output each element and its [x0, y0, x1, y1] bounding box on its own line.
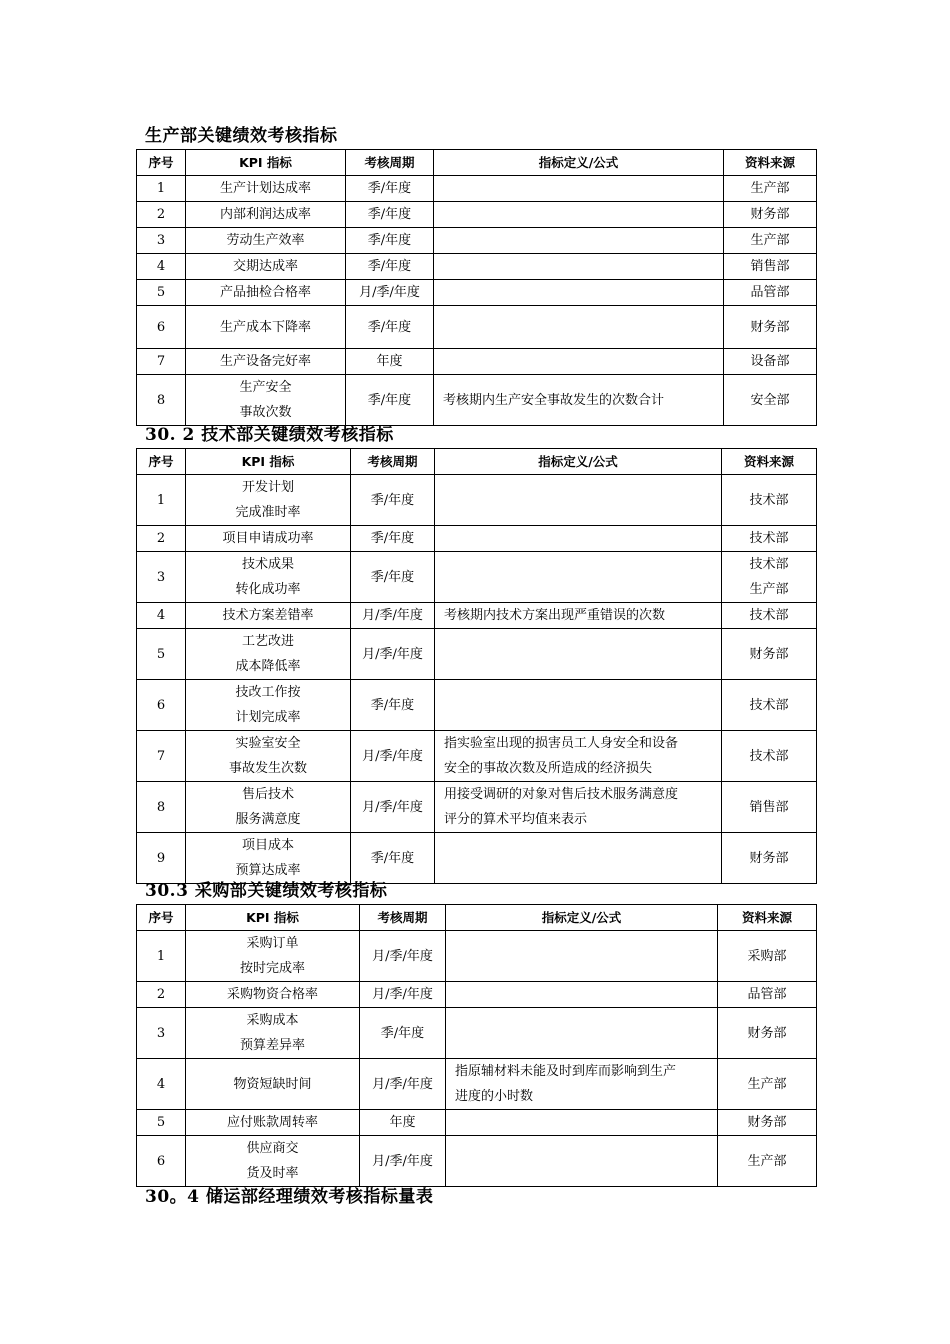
cell-source-line: 生产部 [750, 181, 790, 196]
cell-kpi-line: 生产设备完好率 [219, 354, 311, 369]
cell-seq: 3 [137, 552, 186, 603]
cell-source [718, 931, 817, 982]
table-row [137, 552, 817, 603]
cell-seq: 2 [137, 202, 186, 228]
cell-definition [435, 475, 722, 526]
cell-kpi-line: 应付账款周转率 [226, 1115, 318, 1130]
cell-definition [435, 833, 722, 884]
cell-kpi [186, 731, 351, 782]
cell-kpi-line: 按时完成率 [239, 961, 305, 976]
cell-period: 月/季/年度 [360, 1136, 446, 1187]
cell-kpi-line: 实验室安全 [235, 736, 301, 751]
cell-source-line: 财务部 [749, 646, 789, 662]
cell-kpi-line: 生产成本下降率 [219, 319, 311, 335]
cell-source-line: 财务部 [747, 1025, 787, 1041]
cell-seq: 8 [137, 375, 186, 426]
header-definition: 指标定义/公式 [435, 449, 722, 475]
cell-definition [434, 176, 724, 202]
cell-definition [434, 254, 724, 280]
cell-period: 季/年度 [360, 1008, 446, 1059]
cell-definition-line: 考核期内生产安全事故发生的次数合计 [443, 392, 665, 408]
table-row [137, 202, 817, 228]
cell-seq: 1 [137, 931, 186, 982]
cell-kpi-line: 内部利润达成率 [219, 207, 311, 222]
cell-source-line: 安全部 [750, 392, 790, 408]
cell-seq: 7 [137, 731, 186, 782]
cell-kpi [186, 603, 351, 629]
header-seq: 序号 [137, 449, 186, 475]
cell-kpi-line: 完成准时率 [235, 505, 301, 520]
cell-definition [434, 202, 724, 228]
cell-kpi [186, 1008, 360, 1059]
cell-period: 年度 [360, 1110, 446, 1136]
cell-definition [446, 982, 718, 1008]
table-row [137, 526, 817, 552]
cell-definition [434, 349, 724, 375]
cell-source-line: 品管部 [747, 987, 787, 1002]
cell-definition [434, 228, 724, 254]
cell-source-line: 财务部 [750, 319, 790, 335]
cell-period: 季/年度 [346, 254, 434, 280]
cell-period: 季/年度 [351, 475, 435, 526]
cell-definition [435, 603, 722, 629]
cell-source-line: 销售部 [750, 259, 790, 274]
cell-kpi [186, 526, 351, 552]
cell-kpi [186, 306, 346, 349]
cell-kpi-line: 交期达成率 [232, 259, 298, 274]
cell-source [724, 202, 817, 228]
cell-period: 月/季/年度 [346, 280, 434, 306]
cell-source-line: 财务部 [749, 850, 789, 866]
cell-seq: 5 [137, 1110, 186, 1136]
cell-kpi [186, 931, 360, 982]
cell-kpi-line: 技术方案差错率 [222, 608, 314, 623]
cell-definition-line: 安全的事故次数及所造成的经济损失 [444, 761, 653, 776]
cell-source [724, 280, 817, 306]
cell-seq: 2 [137, 526, 186, 552]
cell-seq: 2 [137, 982, 186, 1008]
cell-kpi-line: 预算达成率 [235, 863, 301, 878]
cell-definition [434, 280, 724, 306]
cell-seq: 6 [137, 1136, 186, 1187]
header-definition: 指标定义/公式 [434, 150, 724, 176]
cell-source-line: 采购部 [747, 948, 787, 964]
cell-kpi-line: 计划完成率 [235, 710, 301, 725]
cell-period: 年度 [346, 349, 434, 375]
cell-period: 季/年度 [351, 526, 435, 552]
cell-kpi [186, 552, 351, 603]
cell-source-line: 财务部 [750, 207, 790, 222]
table-row [137, 629, 817, 680]
cell-kpi-line: 预算差异率 [239, 1038, 305, 1053]
cell-kpi-line: 采购订单 [246, 936, 299, 951]
table-header-row [137, 150, 817, 176]
cell-source-line: 生产部 [747, 1153, 787, 1169]
cell-source [724, 306, 817, 349]
cell-source [724, 176, 817, 202]
cell-period: 月/季/年度 [351, 782, 435, 833]
cell-kpi-line: 产品抽检合格率 [219, 285, 311, 300]
table-row [137, 1136, 817, 1187]
cell-definition [446, 1136, 718, 1187]
cell-seq: 1 [137, 176, 186, 202]
cell-source [724, 375, 817, 426]
header-source: 资料来源 [718, 905, 817, 931]
table-row [137, 375, 817, 426]
cell-source [722, 782, 817, 833]
table-row [137, 176, 817, 202]
cell-kpi [186, 254, 346, 280]
cell-kpi [186, 202, 346, 228]
table-row [137, 280, 817, 306]
cell-source-line: 技术部 [749, 492, 789, 508]
header-source: 资料来源 [722, 449, 817, 475]
cell-source [718, 1008, 817, 1059]
cell-period: 季/年度 [351, 833, 435, 884]
cell-source-line: 技术部 [749, 557, 789, 572]
cell-seq: 6 [137, 680, 186, 731]
cell-definition [435, 552, 722, 603]
header-definition: 指标定义/公式 [446, 905, 718, 931]
table-row [137, 306, 817, 349]
cell-period: 季/年度 [346, 228, 434, 254]
cell-kpi [186, 1059, 360, 1110]
cell-period: 季/年度 [346, 306, 434, 349]
cell-seq: 4 [137, 254, 186, 280]
kpi-table [136, 904, 817, 1187]
cell-kpi [186, 176, 346, 202]
cell-source [722, 680, 817, 731]
cell-definition-line: 指原辅材料未能及时到库而影响到生产 [455, 1064, 677, 1079]
cell-source-line: 生产部 [750, 233, 790, 248]
kpi-table [136, 448, 817, 884]
cell-seq: 5 [137, 280, 186, 306]
cell-seq: 4 [137, 603, 186, 629]
cell-definition [446, 1110, 718, 1136]
header-seq: 序号 [137, 905, 186, 931]
cell-kpi-line: 物资短缺时间 [233, 1076, 312, 1092]
cell-period: 月/季/年度 [360, 931, 446, 982]
cell-seq: 6 [137, 306, 186, 349]
cell-source [724, 254, 817, 280]
cell-kpi-line: 成本降低率 [235, 659, 301, 674]
cell-kpi [186, 349, 346, 375]
table-row [137, 228, 817, 254]
cell-source [722, 833, 817, 884]
table-row [137, 349, 817, 375]
cell-source-line: 设备部 [750, 354, 790, 369]
table-row [137, 731, 817, 782]
cell-seq: 9 [137, 833, 186, 884]
table-row [137, 1110, 817, 1136]
table-row [137, 1008, 817, 1059]
cell-kpi [186, 1136, 360, 1187]
cell-definition-line: 用接受调研的对象对售后技术服务满意度 [444, 787, 679, 802]
table-row [137, 1059, 817, 1110]
table-header-row [137, 449, 817, 475]
header-kpi: KPI 指标 [186, 905, 360, 931]
cell-source [718, 1059, 817, 1110]
section-title: 30.3 采购部关键绩效考核指标 [145, 881, 388, 901]
cell-seq: 5 [137, 629, 186, 680]
cell-kpi-line: 技改工作按 [235, 685, 301, 700]
cell-kpi [186, 375, 346, 426]
cell-period: 季/年度 [346, 176, 434, 202]
cell-source [724, 228, 817, 254]
table-header-row [137, 905, 817, 931]
cell-seq: 3 [137, 1008, 186, 1059]
cell-period: 月/季/年度 [351, 731, 435, 782]
cell-definition [435, 731, 722, 782]
cell-kpi-line: 项目成本 [241, 838, 294, 853]
cell-period: 月/季/年度 [360, 1059, 446, 1110]
cell-kpi-line: 采购成本 [246, 1013, 299, 1028]
cell-source-line: 品管部 [750, 285, 790, 300]
cell-source [718, 1110, 817, 1136]
cell-kpi-line: 工艺改进 [241, 634, 294, 649]
cell-kpi [186, 475, 351, 526]
cell-kpi-line: 生产计划达成率 [219, 181, 311, 196]
cell-definition-line: 考核期内技术方案出现严重错误的次数 [444, 608, 666, 623]
cell-seq: 8 [137, 782, 186, 833]
cell-kpi [186, 228, 346, 254]
cell-kpi-line: 生产安全 [239, 380, 292, 395]
header-source: 资料来源 [724, 150, 817, 176]
cell-period: 季/年度 [346, 202, 434, 228]
cell-kpi [186, 1110, 360, 1136]
table-row [137, 931, 817, 982]
cell-definition [446, 1008, 718, 1059]
cell-definition [434, 375, 724, 426]
section-title: 30。4 储运部经理绩效考核指标量表 [145, 1187, 434, 1207]
cell-kpi-line: 售后技术 [241, 787, 294, 802]
cell-seq: 1 [137, 475, 186, 526]
cell-kpi-line: 转化成功率 [235, 582, 301, 597]
cell-source-line: 财务部 [747, 1115, 787, 1130]
table-row [137, 680, 817, 731]
cell-period: 季/年度 [351, 680, 435, 731]
cell-kpi-line: 开发计划 [241, 480, 294, 495]
cell-source [722, 603, 817, 629]
cell-source-line: 技术部 [749, 748, 789, 764]
cell-kpi [186, 629, 351, 680]
cell-source [722, 475, 817, 526]
cell-source-line: 生产部 [749, 582, 789, 597]
table-row [137, 982, 817, 1008]
section-title: 生产部关键绩效考核指标 [145, 126, 338, 146]
cell-kpi-line: 货及时率 [246, 1166, 299, 1181]
cell-source [722, 552, 817, 603]
cell-period: 季/年度 [351, 552, 435, 603]
cell-definition-line: 指实验室出现的损害员工人身安全和设备 [444, 736, 679, 751]
cell-seq: 4 [137, 1059, 186, 1110]
header-kpi: KPI 指标 [186, 449, 351, 475]
cell-kpi-line: 供应商交 [246, 1141, 299, 1156]
cell-seq: 7 [137, 349, 186, 375]
cell-definition [446, 1059, 718, 1110]
cell-kpi-line: 项目申请成功率 [222, 531, 314, 546]
cell-kpi-line: 劳动生产效率 [226, 233, 305, 248]
cell-source [722, 731, 817, 782]
cell-kpi-line: 服务满意度 [235, 812, 301, 827]
cell-source [718, 982, 817, 1008]
cell-definition [435, 526, 722, 552]
header-kpi: KPI 指标 [186, 150, 346, 176]
table-row [137, 603, 817, 629]
cell-source-line: 技术部 [749, 608, 789, 623]
cell-definition [446, 931, 718, 982]
table-row [137, 782, 817, 833]
cell-kpi [186, 833, 351, 884]
cell-definition [435, 782, 722, 833]
cell-kpi [186, 280, 346, 306]
cell-definition [435, 680, 722, 731]
cell-source-line: 技术部 [749, 697, 789, 713]
cell-definition [434, 306, 724, 349]
cell-source-line: 生产部 [747, 1076, 787, 1092]
kpi-table [136, 149, 817, 426]
table-row [137, 475, 817, 526]
cell-kpi [186, 680, 351, 731]
cell-source [722, 629, 817, 680]
section-title: 30. 2 技术部关键绩效考核指标 [145, 425, 394, 445]
cell-definition-line: 评分的算术平均值来表示 [444, 812, 588, 827]
cell-kpi [186, 782, 351, 833]
header-period: 考核周期 [360, 905, 446, 931]
cell-kpi [186, 982, 360, 1008]
header-seq: 序号 [137, 150, 186, 176]
cell-definition [435, 629, 722, 680]
cell-source [722, 526, 817, 552]
cell-source [724, 349, 817, 375]
cell-kpi-line: 事故发生次数 [228, 761, 307, 776]
cell-kpi-line: 采购物资合格率 [226, 987, 318, 1002]
cell-kpi-line: 技术成果 [241, 557, 294, 572]
cell-period: 月/季/年度 [351, 603, 435, 629]
cell-source [718, 1136, 817, 1187]
cell-definition-line: 进度的小时数 [455, 1089, 534, 1104]
cell-source-line: 销售部 [749, 799, 789, 815]
header-period: 考核周期 [351, 449, 435, 475]
cell-period: 月/季/年度 [360, 982, 446, 1008]
header-period: 考核周期 [346, 150, 434, 176]
cell-kpi-line: 事故次数 [239, 405, 292, 420]
table-row [137, 254, 817, 280]
cell-source-line: 技术部 [749, 531, 789, 546]
cell-period: 月/季/年度 [351, 629, 435, 680]
cell-seq: 3 [137, 228, 186, 254]
table-row [137, 833, 817, 884]
cell-period: 季/年度 [346, 375, 434, 426]
